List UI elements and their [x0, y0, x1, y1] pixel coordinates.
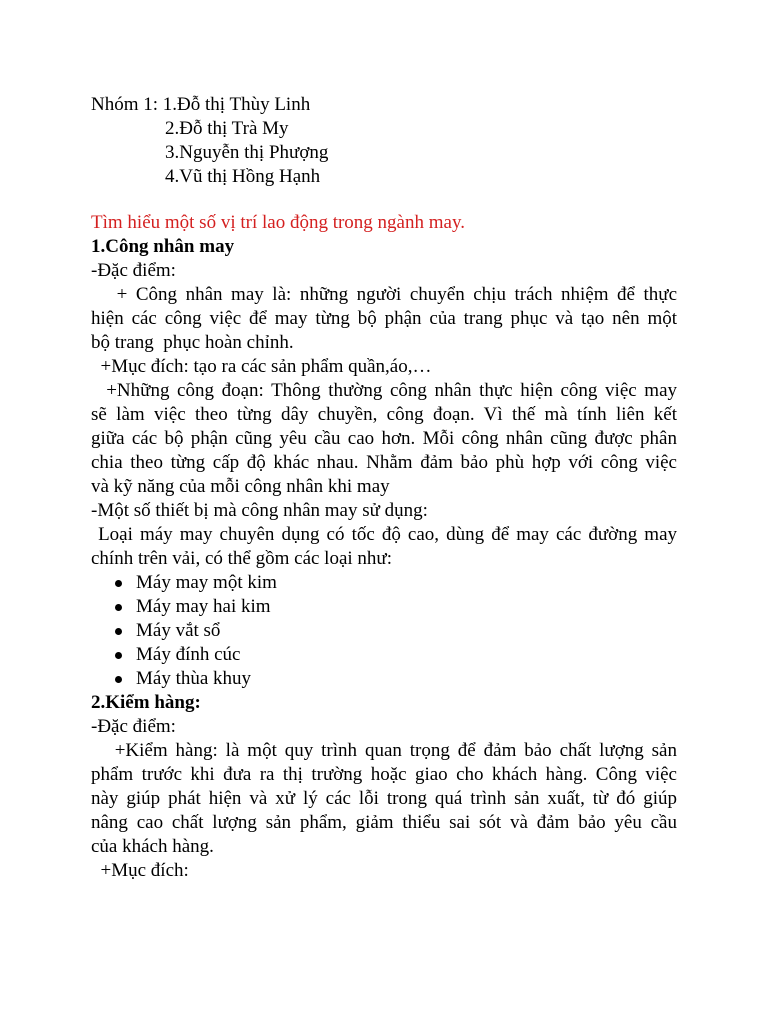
paragraph-line: chia theo từng cấp độ khác nhau. Nhằm đảm bảo phù hợp với công việc: [91, 452, 677, 473]
section-2-title: 2.Kiểm hàng:: [91, 692, 201, 713]
paragraph-line: Loại máy may chuyên dụng có tốc độ cao, dùng để may các đường may: [91, 524, 677, 545]
paragraph-line: +Những công đoạn: Thông thường công nhân thực hiện công việc may: [91, 380, 677, 401]
bullet-icon: [115, 604, 122, 611]
section-1-title: 1.Công nhân may: [91, 236, 235, 257]
list-item: [91, 595, 677, 619]
bullet-icon: [115, 628, 122, 635]
paragraph-line: chính trên vải, có thể gồm các loại như:: [91, 548, 393, 569]
list-item-label: Máy may hai kim: [136, 596, 271, 617]
section-2-purpose: +Mục đích:: [91, 860, 189, 881]
topic-title: Tìm hiểu một số vị trí lao động trong ngành may.: [91, 212, 465, 233]
section-1-purpose: +Mục đích: tạo ra các sản phẩm quần,áo,…: [91, 356, 432, 377]
bullet-icon: [115, 652, 122, 659]
paragraph-line: nâng cao chất lượng sản phẩm, giảm thiểu sai sót và đảm bảo yêu cầu: [91, 812, 677, 833]
section-1-features-label: -Đặc điểm:: [91, 260, 176, 281]
list-item: [91, 619, 677, 643]
document-page: [91, 93, 677, 883]
paragraph-line: + Công nhân may là: những người chuyển chịu trách nhiệm để thực: [91, 284, 678, 305]
bullet-icon: [115, 580, 122, 587]
paragraph-line: của khách hàng.: [91, 836, 214, 857]
group-member: 2.Đỗ thị Trà My: [165, 118, 289, 139]
paragraph-line: +Kiểm hàng: là một quy trình quan trọng để đảm bảo chất lượng sản: [91, 740, 677, 761]
machine-list: [91, 571, 677, 691]
group-heading: Nhóm 1: 1.Đỗ thị Thùy Linh: [91, 94, 311, 115]
list-item: [91, 667, 677, 691]
paragraph-line: và kỹ năng của mỗi công nhân khi may: [91, 476, 390, 497]
section-2-features-label: -Đặc điểm:: [91, 716, 176, 737]
paragraph-line: hiện các công việc để may từng bộ phận của trang phục và tạo nên một: [91, 308, 677, 329]
paragraph-line: giữa các bộ phận cũng yêu cầu cao hơn. Mỗi công nhân cũng được phân: [91, 428, 677, 449]
paragraph-line: bộ trang phục hoàn chỉnh.: [91, 332, 294, 353]
group-member: 4.Vũ thị Hồng Hạnh: [165, 166, 321, 187]
list-item-label: Máy thùa khuy: [136, 668, 252, 689]
section-1-equipment-label: -Một số thiết bị mà công nhân may sử dụng:: [91, 500, 428, 521]
list-item: [91, 571, 677, 595]
blank-line: [91, 189, 677, 211]
list-item-label: Máy vắt sổ: [136, 620, 221, 641]
group-member: 3.Nguyễn thị Phượng: [165, 142, 329, 163]
paragraph-line: này giúp phát hiện và xử lý các lỗi trong quá trình sản xuất, từ đó giúp: [91, 788, 677, 809]
list-item-label: Máy đính cúc: [136, 644, 241, 665]
list-item: [91, 643, 677, 667]
paragraph-line: phẩm trước khi đưa ra thị trường hoặc giao cho khách hàng. Công việc: [91, 764, 677, 785]
bullet-icon: [115, 676, 122, 683]
paragraph-line: sẽ làm việc theo từng dây chuyền, công đoạn. Vì thế mà tính liên kết: [91, 404, 677, 425]
list-item-label: Máy may một kim: [136, 572, 277, 593]
